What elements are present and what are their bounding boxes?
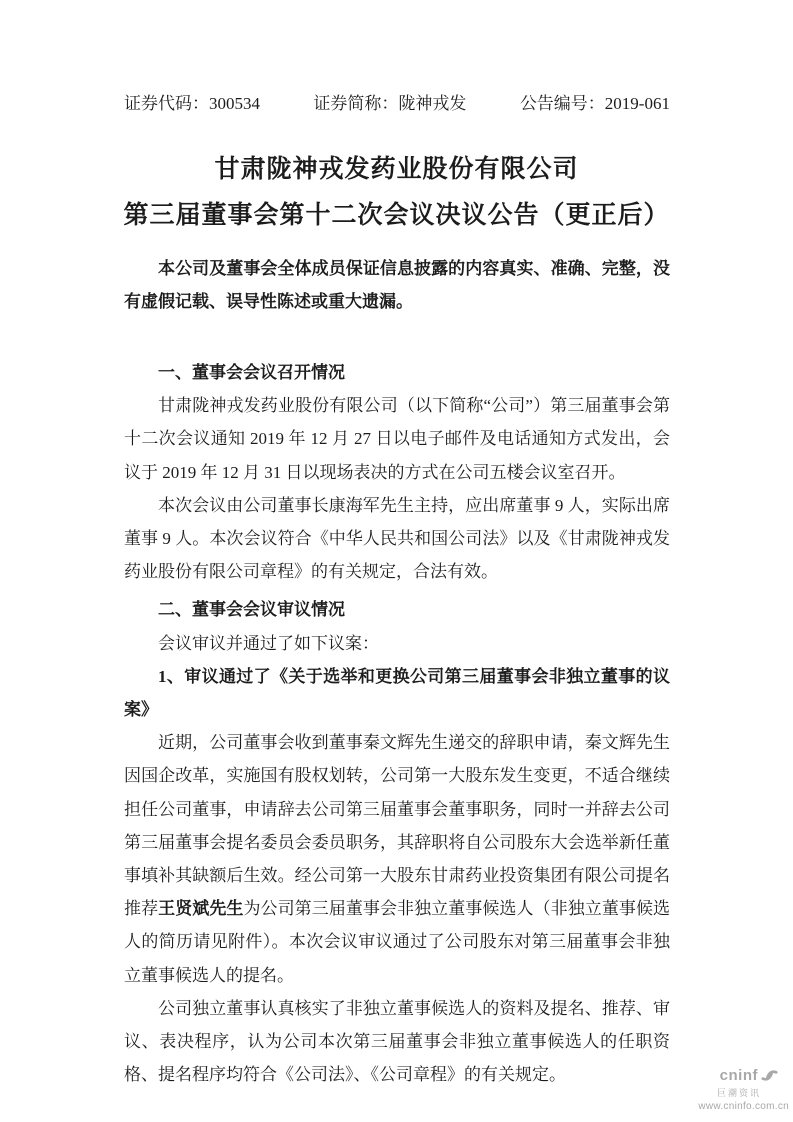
document-body — [124, 356, 670, 1091]
independent-directors-paragraph: 公司独立董事认真核实了非独立董事候选人的资料及提名、推荐、审议、表决程序，认为公司本次第三届董事会非独立董事候选人的任职资格、提名程序均符合《公司法》、《公司章程》的有关规定。 — [124, 998, 670, 1085]
section2-intro: 会议审议并通过了如下议案： — [158, 633, 379, 653]
document-title — [62, 147, 731, 239]
header-announcement-no: 公告编号：2019-061 — [519, 94, 670, 113]
document-title-line1: 甘肃陇神戎发药业股份有限公司 — [214, 156, 579, 183]
cninfo-logo — [698, 1066, 789, 1112]
resolution1-paragraph — [124, 726, 670, 992]
header-stock-code: 证券代码：300534 — [124, 94, 260, 113]
section1-paragraph-1: 甘肃陇神戎发药业股份有限公司（以下简称“公司”）第三届董事会第十二次会议通知 2019 年 12 月 27 日以电子邮件及电话通知方式发出，会议于 2019 年 12 月 31 日以现场表决的方式在公司五楼会议室召开。 — [124, 396, 670, 482]
section1-paragraph-2: 本次会议由公司董事长康海军先生主持，应出席董事 9 人，实际出席董事 9 人。本次会议符合《中华人民共和国公司法》以及《甘肃陇神戎发药业股份有限公司章程》的有关规定，合法有效。 — [124, 495, 670, 582]
disclaimer-paragraph: 本公司及董事会全体成员保证信息披露的内容真实、准确、完整，没有虚假记载、误导性陈述或重大遗漏。 — [124, 259, 670, 311]
cninfo-brand-row — [698, 1066, 779, 1085]
cninfo-brand-cn: 巨潮资讯 — [716, 1088, 761, 1098]
document-header — [124, 93, 670, 115]
resolution1-text-before: 近期，公司董事会收到董事秦文辉先生递交的辞职申请，秦文辉先生因国企改革，实施国有股权划转，公司第一大股东发生变更，不适合继续担任公司董事，申请辞去公司第三届董事会董事职务，同时一并辞去公司第三届董事会提名委员会委员职务，其辞职将自公司股东大会选举新任董事填补其缺额后生效。经公司第一大股东甘肃药业投资集团有限公司提名推荐 — [124, 733, 670, 919]
section2-heading: 二、董事会会议审议情况 — [158, 600, 345, 620]
document-title-line2: 第三届董事会第十二次会议决议公告（更正后） — [123, 202, 670, 229]
nominee-name: 王贤斌先生 — [158, 899, 244, 919]
header-stock-name: 证券简称：陇神戎发 — [313, 94, 467, 113]
section1-heading: 一、董事会会议召开情况 — [158, 363, 345, 382]
resolution1-heading: 1、审议通过了《关于选举和更换公司第三届董事会非独立董事的议案》 — [124, 666, 670, 720]
resolution1-text-after: 为公司第三届董事会非独立董事候选人（非独立董事候选人的简历请见附件）。本次会议审议通过了公司股东对第三届董事会非独立董事候选人的提名。 — [124, 899, 671, 985]
cninfo-url: www.cninfo.com.cn — [698, 1101, 789, 1112]
cninfo-swirl-icon — [760, 1066, 779, 1085]
cninfo-brand-text: cninf — [719, 1067, 758, 1084]
